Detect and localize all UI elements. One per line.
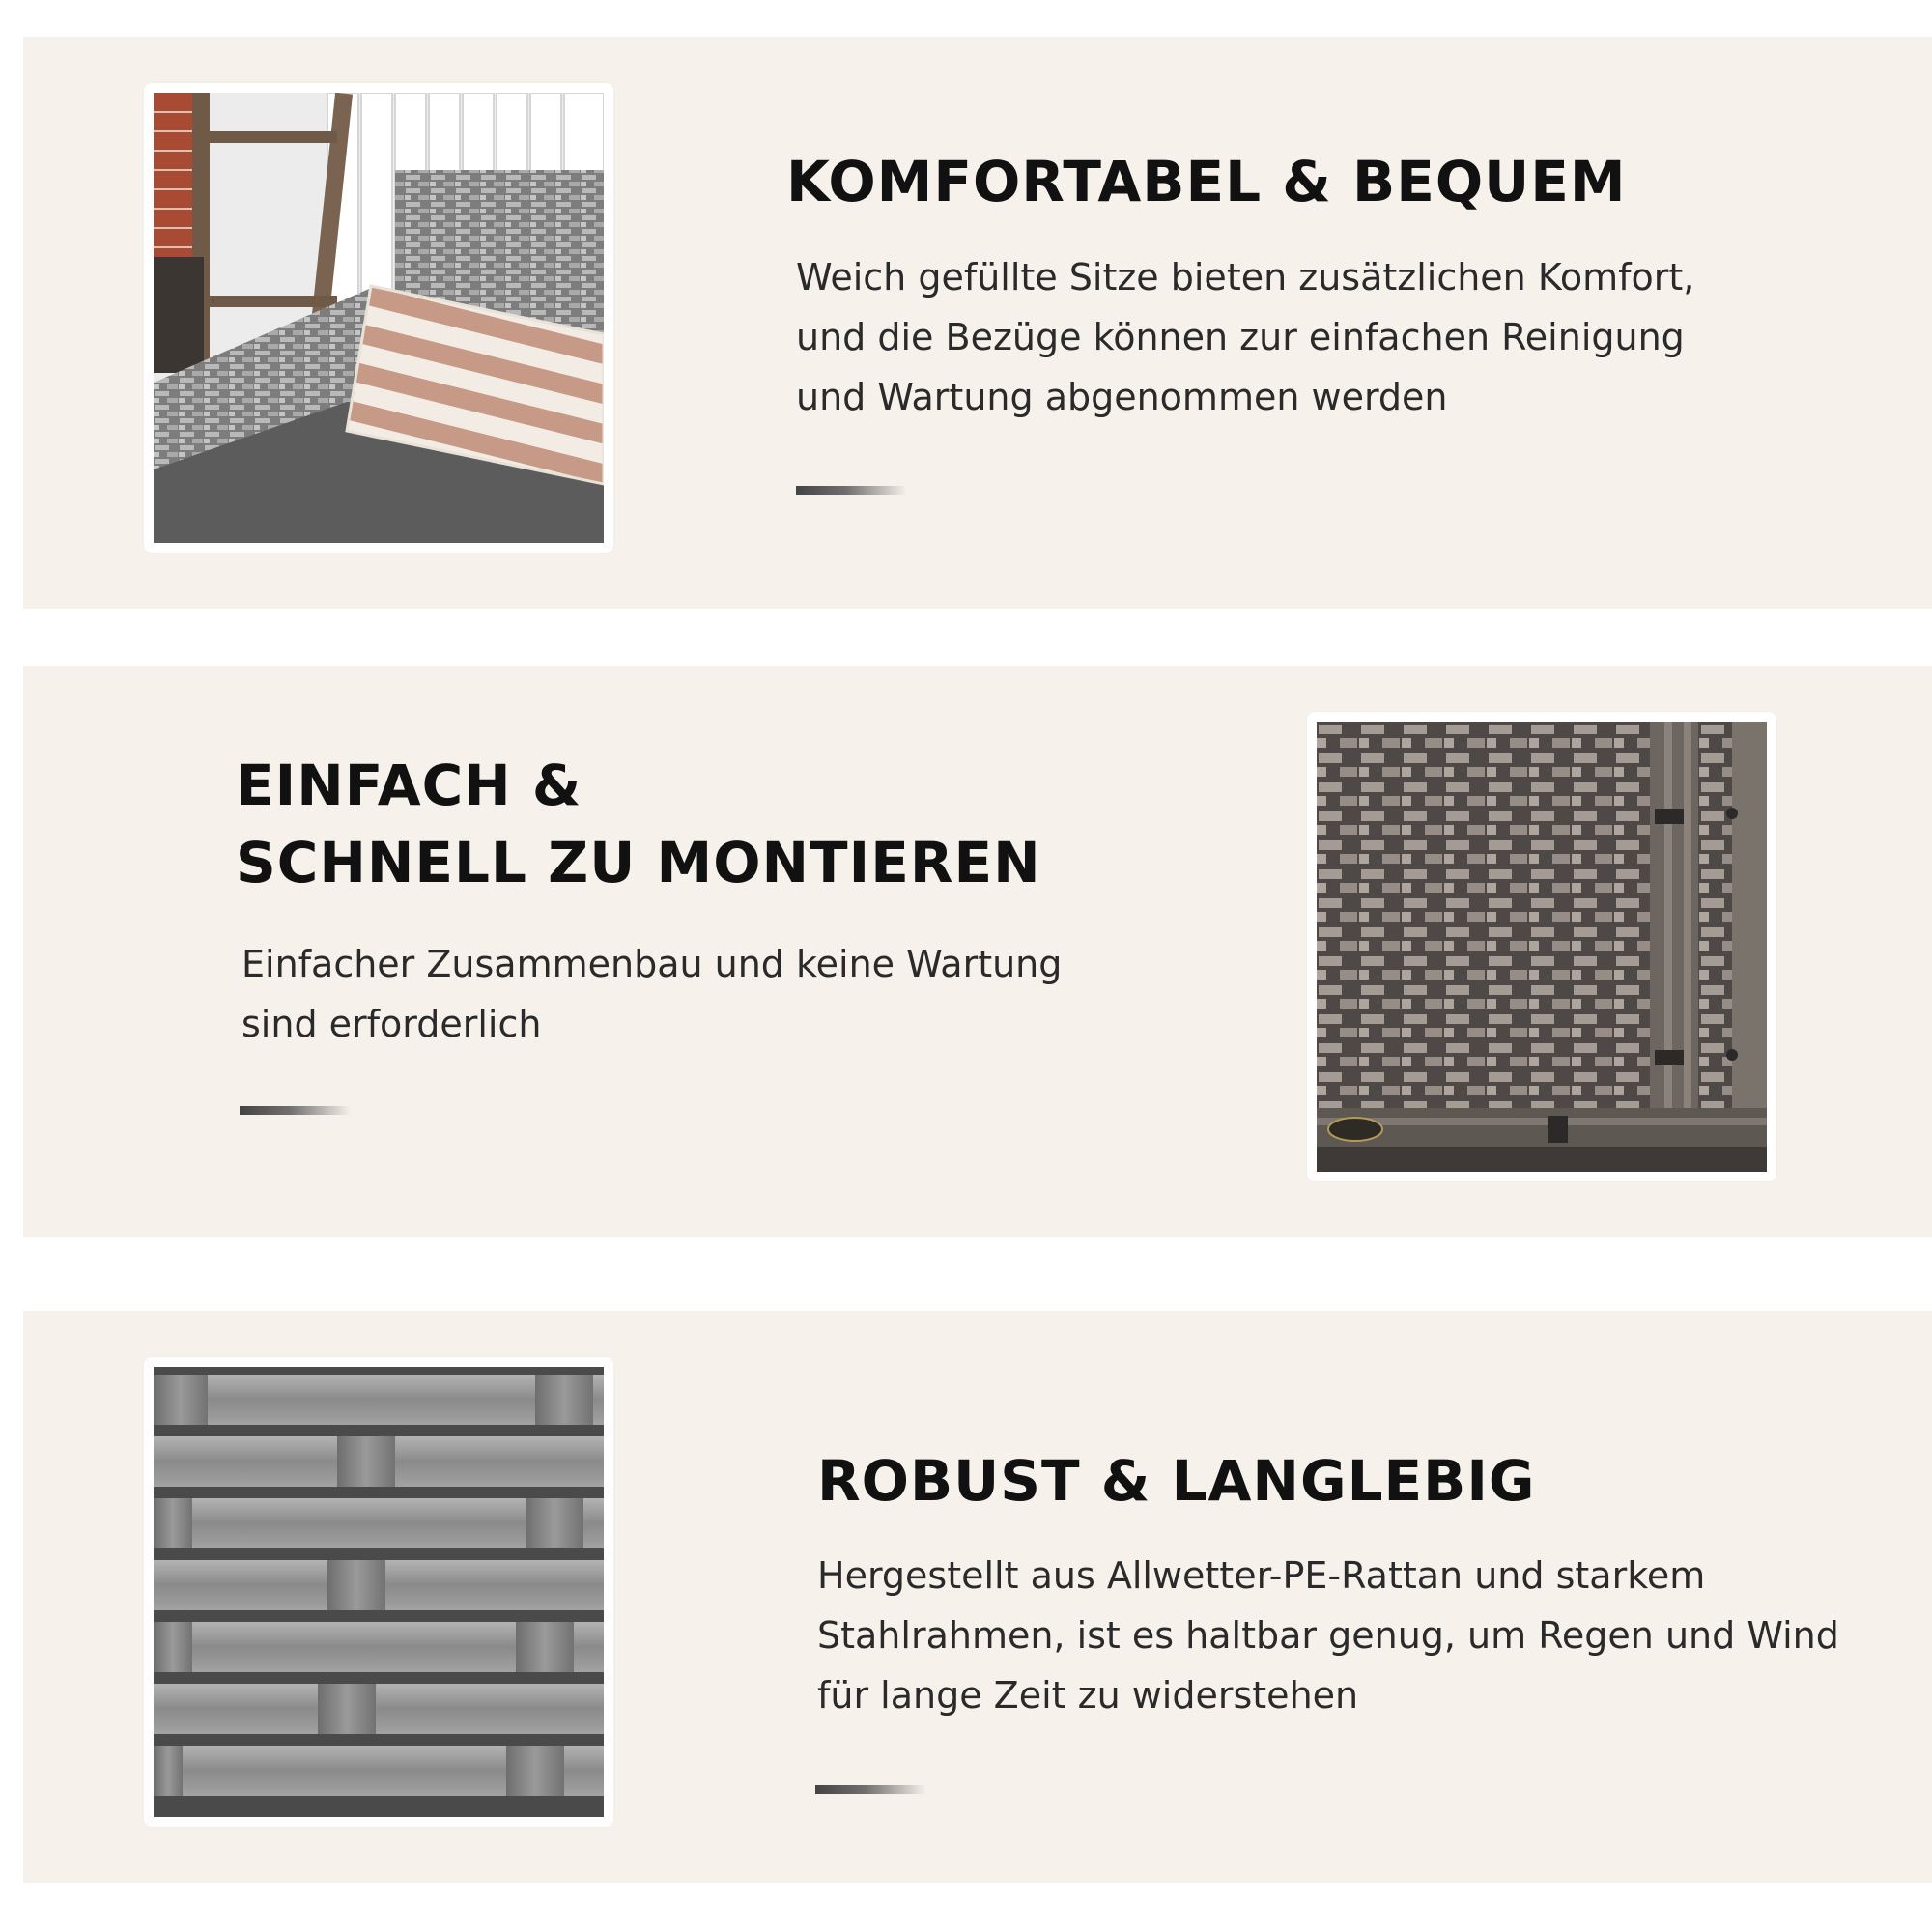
rattan-closeup-photo — [154, 1367, 604, 1817]
section-heading-line: EINFACH & — [236, 753, 582, 818]
section-text-line: für lange Zeit zu widerstehen — [817, 1674, 1359, 1717]
photo-frame — [144, 83, 613, 553]
accent-divider — [815, 1785, 926, 1794]
feature-panel-comfort — [23, 37, 1932, 609]
section-heading-line: SCHNELL ZU MONTIEREN — [236, 830, 1041, 895]
section-text-line: Hergestellt aus Allwetter-PE-Rattan und starkem — [817, 1554, 1706, 1597]
feature-panel-assembly — [23, 666, 1932, 1237]
accent-divider — [240, 1106, 351, 1115]
section-heading: KOMFORTABEL & BEQUEM — [786, 149, 1627, 214]
rattan-frame-image — [1317, 722, 1767, 1172]
photo-frame — [1307, 712, 1776, 1181]
sofa-cushion-image — [154, 93, 604, 543]
section-heading: ROBUST & LANGLEBIG — [817, 1448, 1536, 1514]
sofa-cushion-photo — [154, 93, 604, 543]
feature-panel-durability — [23, 1311, 1932, 1883]
section-text-line: Einfacher Zusammenbau und keine Wartung — [242, 943, 1063, 985]
rattan-frame-photo — [1317, 722, 1767, 1172]
section-text-line: Stahlrahmen, ist es haltbar genug, um Regen und Wind — [817, 1614, 1839, 1657]
accent-divider — [796, 486, 907, 495]
section-text-line: sind erforderlich — [242, 1003, 542, 1045]
rattan-closeup-image — [154, 1367, 604, 1817]
section-text-line: und Wartung abgenommen werden — [796, 376, 1448, 418]
section-text-line: Weich gefüllte Sitze bieten zusätzlichen Komfort, — [796, 256, 1695, 298]
section-text-line: und die Bezüge können zur einfachen Reinigung — [796, 316, 1685, 358]
photo-frame — [144, 1357, 613, 1827]
